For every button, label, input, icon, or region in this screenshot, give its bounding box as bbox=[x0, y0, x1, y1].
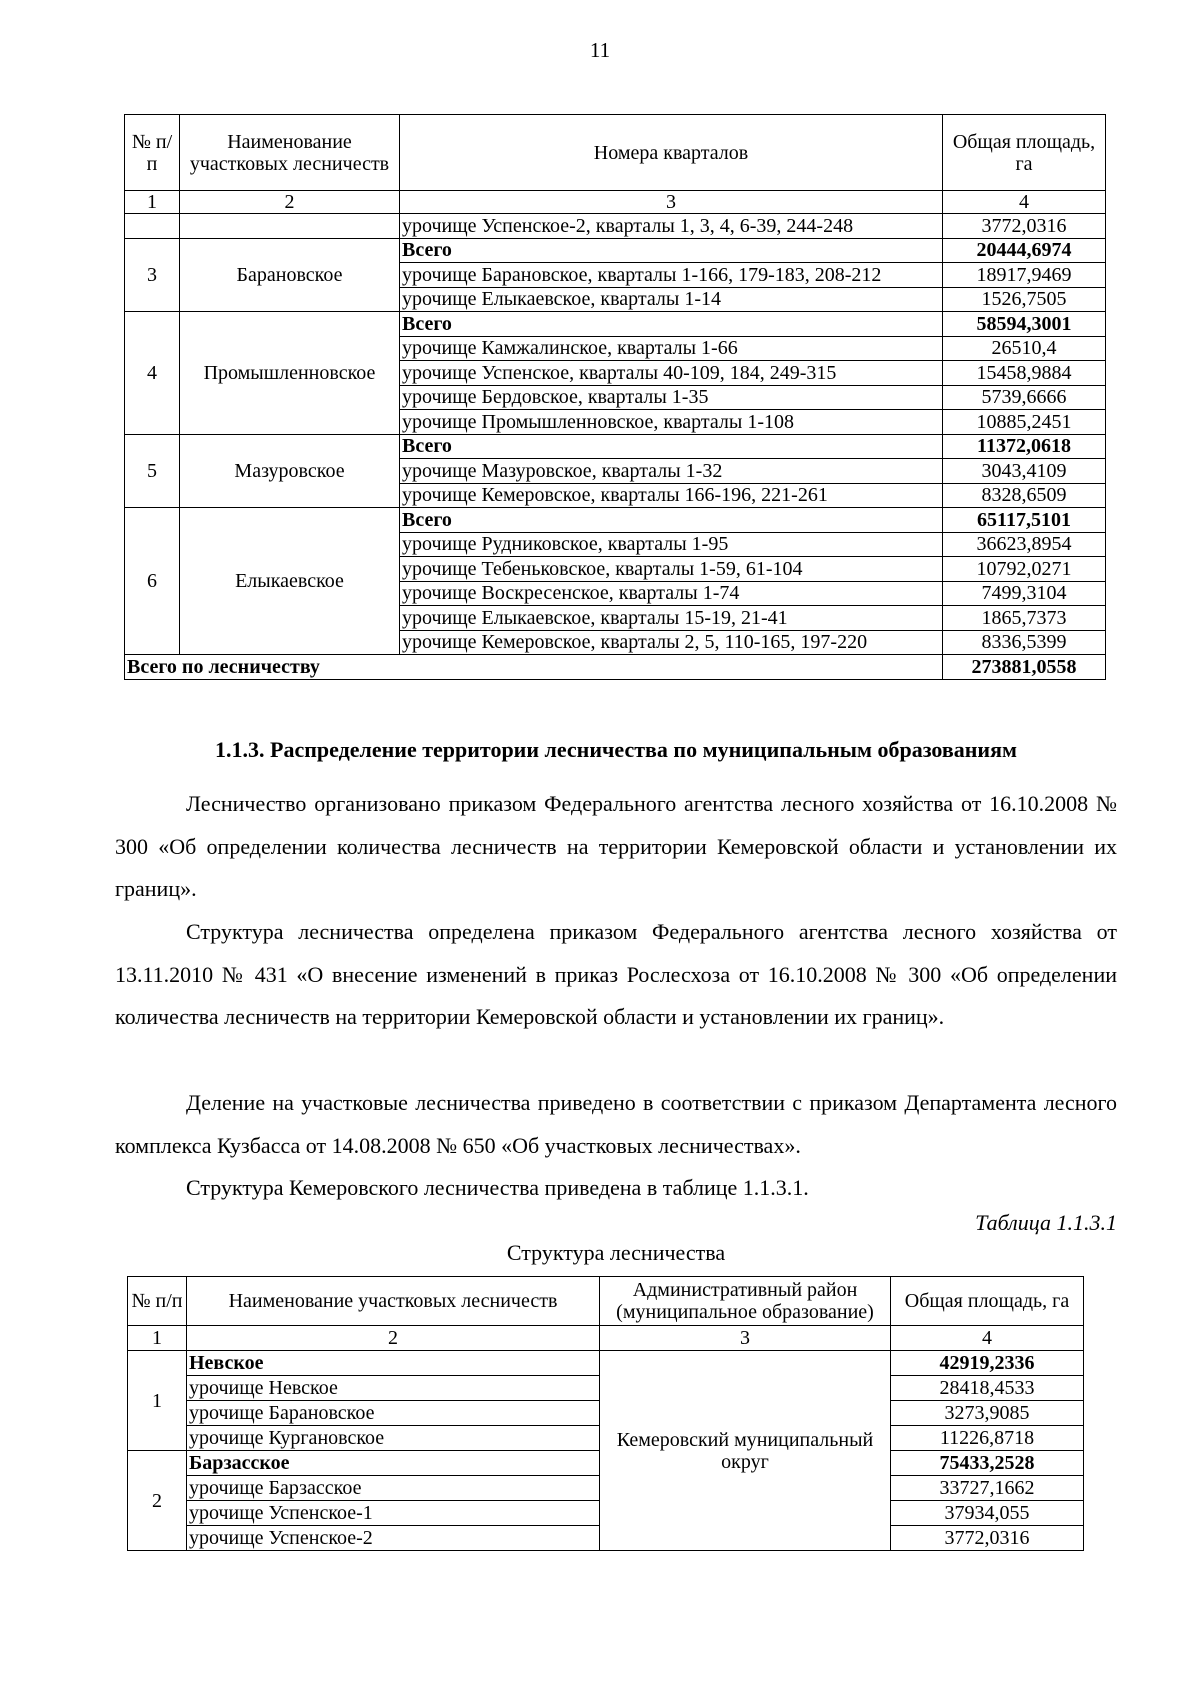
group-num: 6 bbox=[125, 508, 180, 655]
header-num: № п/п bbox=[125, 115, 180, 191]
subtotal-label: Всего bbox=[400, 312, 943, 337]
tract-name: урочище Елыкаевское, кварталы 1-14 bbox=[400, 287, 943, 312]
header-name: Наименование участковых лесничеств bbox=[180, 115, 400, 191]
table-header-row bbox=[128, 1277, 1084, 1326]
forestry-name: Барзасское bbox=[187, 1451, 600, 1476]
column-number: 2 bbox=[180, 191, 400, 214]
district-name: Кемеровский муниципальный округ bbox=[600, 1351, 891, 1551]
group-name: Промышленновское bbox=[180, 312, 400, 435]
tract-area: 33727,1662 bbox=[891, 1476, 1084, 1501]
tract-area: 8336,5399 bbox=[943, 630, 1106, 655]
group-name: Елыкаевское bbox=[180, 508, 400, 655]
subtotal-label: Всего bbox=[400, 508, 943, 533]
header-name: Наименование участковых лесничеств bbox=[187, 1277, 600, 1326]
tract-area: 1865,7373 bbox=[943, 606, 1106, 631]
tract-area: 10792,0271 bbox=[943, 557, 1106, 582]
section-heading: 1.1.3. Распределение территории лесничества по муниципальным образованиям bbox=[215, 737, 1017, 762]
subtotal-area: 20444,6974 bbox=[943, 238, 1106, 263]
tract-name: урочище Кемеровское, кварталы 2, 5, 110-165, 197-220 bbox=[400, 630, 943, 655]
tract-area: 36623,8954 bbox=[943, 532, 1106, 557]
column-number: 2 bbox=[187, 1326, 600, 1351]
group-name: Мазуровское bbox=[180, 434, 400, 508]
grand-total-row bbox=[125, 655, 1106, 680]
subtotal-label: Всего bbox=[400, 434, 943, 459]
table-row bbox=[128, 1351, 1084, 1376]
tract-name: урочище Бердовское, кварталы 1-35 bbox=[400, 385, 943, 410]
tract-name: урочище Барановское bbox=[187, 1401, 600, 1426]
tract-area: 8328,6509 bbox=[943, 483, 1106, 508]
tract-name: урочище Промышленновское, кварталы 1-108 bbox=[400, 410, 943, 435]
column-number-row bbox=[128, 1326, 1084, 1351]
header-quarters: Номера кварталов bbox=[400, 115, 943, 191]
quarters-table bbox=[124, 114, 1106, 680]
tract-area: 7499,3104 bbox=[943, 581, 1106, 606]
tract-name: урочище Успенское-2 bbox=[187, 1526, 600, 1551]
group-num: 2 bbox=[128, 1451, 187, 1551]
group-name: Барановское bbox=[180, 238, 400, 312]
header-area: Общая площадь, га bbox=[891, 1277, 1084, 1326]
tract-area: 18917,9469 bbox=[943, 263, 1106, 288]
tract-area: 10885,2451 bbox=[943, 410, 1106, 435]
group-num: 3 bbox=[125, 238, 180, 312]
tract-area: 1526,7505 bbox=[943, 287, 1106, 312]
table-label: Таблица 1.1.3.1 bbox=[975, 1210, 1117, 1235]
table-header-row bbox=[125, 115, 1106, 191]
tract-area: 3273,9085 bbox=[891, 1401, 1084, 1426]
subtotal-area: 58594,3001 bbox=[943, 312, 1106, 337]
tract-area: 3772,0316 bbox=[891, 1526, 1084, 1551]
paragraph: Деление на участковые лесничества приведено в соответствии с приказом Департамента лесного комплекса Кузбасса от 14.08.2008 № 650 «Об участковых лесничествах». bbox=[115, 1090, 1117, 1158]
tract-name: урочище Барзасское bbox=[187, 1476, 600, 1501]
table-row bbox=[125, 238, 1106, 263]
tract-area: 3772,0316 bbox=[943, 214, 1106, 239]
forestry-name: Невское bbox=[187, 1351, 600, 1376]
column-number: 1 bbox=[125, 191, 180, 214]
tract-name: урочище Успенское-1 bbox=[187, 1501, 600, 1526]
column-number: 3 bbox=[600, 1326, 891, 1351]
subtotal-area: 65117,5101 bbox=[943, 508, 1106, 533]
tract-name: урочище Успенское-2, кварталы 1, 3, 4, 6-39, 244-248 bbox=[400, 214, 943, 239]
column-number: 1 bbox=[128, 1326, 187, 1351]
column-number: 4 bbox=[891, 1326, 1084, 1351]
tract-name: урочище Кемеровское, кварталы 166-196, 221-261 bbox=[400, 483, 943, 508]
table-title: Структура лесничества bbox=[506, 1240, 726, 1265]
group-num: 5 bbox=[125, 434, 180, 508]
table-row bbox=[125, 434, 1106, 459]
structure-table bbox=[127, 1276, 1084, 1551]
tract-name: урочище Камжалинское, кварталы 1-66 bbox=[400, 336, 943, 361]
tract-area: 3043,4109 bbox=[943, 459, 1106, 484]
header-num: № п/п bbox=[128, 1277, 187, 1326]
tract-area: 5739,6666 bbox=[943, 385, 1106, 410]
grand-total-label: Всего по лесничеству bbox=[125, 655, 943, 680]
forestry-area: 42919,2336 bbox=[891, 1351, 1084, 1376]
paragraph: Структура лесничества определена приказом Федерального агентства лесного хозяйства от 13.11.2010 № 431 «О внесение изменений в приказ Рослесхоза от 16.10.2008 № 300 «Об определении количества лесничеств на территории Кемеровской области и установлении их границ». bbox=[115, 919, 1117, 1029]
tract-area: 26510,4 bbox=[943, 336, 1106, 361]
grand-total-area: 273881,0558 bbox=[943, 655, 1106, 680]
subtotal-label: Всего bbox=[400, 238, 943, 263]
header-district: Административный район (муниципальное образование) bbox=[600, 1277, 891, 1326]
tract-area: 37934,055 bbox=[891, 1501, 1084, 1526]
header-area: Общая площадь, га bbox=[943, 115, 1106, 191]
table-row bbox=[125, 214, 1106, 239]
tract-name: урочище Невское bbox=[187, 1376, 600, 1401]
tract-name: урочище Кургановское bbox=[187, 1426, 600, 1451]
tract-name: урочище Барановское, кварталы 1-166, 179-183, 208-212 bbox=[400, 263, 943, 288]
tract-name: урочище Тебеньковское, кварталы 1-59, 61-104 bbox=[400, 557, 943, 582]
tract-area: 28418,4533 bbox=[891, 1376, 1084, 1401]
forestry-area: 75433,2528 bbox=[891, 1451, 1084, 1476]
paragraph: Лесничество организовано приказом Федерального агентства лесного хозяйства от 16.10.2008 № 300 «Об определении количества лесничеств на территории Кемеровской области и установлении их границ». bbox=[115, 791, 1117, 901]
group-num: 4 bbox=[125, 312, 180, 435]
page-number: 11 bbox=[589, 38, 611, 62]
tract-name: урочище Воскресенское, кварталы 1-74 bbox=[400, 581, 943, 606]
tract-name: урочище Рудниковское, кварталы 1-95 bbox=[400, 532, 943, 557]
column-number: 3 bbox=[400, 191, 943, 214]
empty-cell bbox=[125, 214, 180, 239]
subtotal-area: 11372,0618 bbox=[943, 434, 1106, 459]
table-row bbox=[125, 508, 1106, 533]
tract-name: урочище Елыкаевское, кварталы 15-19, 21-41 bbox=[400, 606, 943, 631]
column-number-row bbox=[125, 191, 1106, 214]
group-num: 1 bbox=[128, 1351, 187, 1451]
tract-area: 15458,9884 bbox=[943, 361, 1106, 386]
column-number: 4 bbox=[943, 191, 1106, 214]
tract-area: 11226,8718 bbox=[891, 1426, 1084, 1451]
tract-name: урочище Успенское, кварталы 40-109, 184, 249-315 bbox=[400, 361, 943, 386]
table-row bbox=[125, 312, 1106, 337]
empty-cell bbox=[180, 214, 400, 239]
paragraph: Структура Кемеровского лесничества приведена в таблице 1.1.3.1. bbox=[186, 1175, 809, 1200]
tract-name: урочище Мазуровское, кварталы 1-32 bbox=[400, 459, 943, 484]
